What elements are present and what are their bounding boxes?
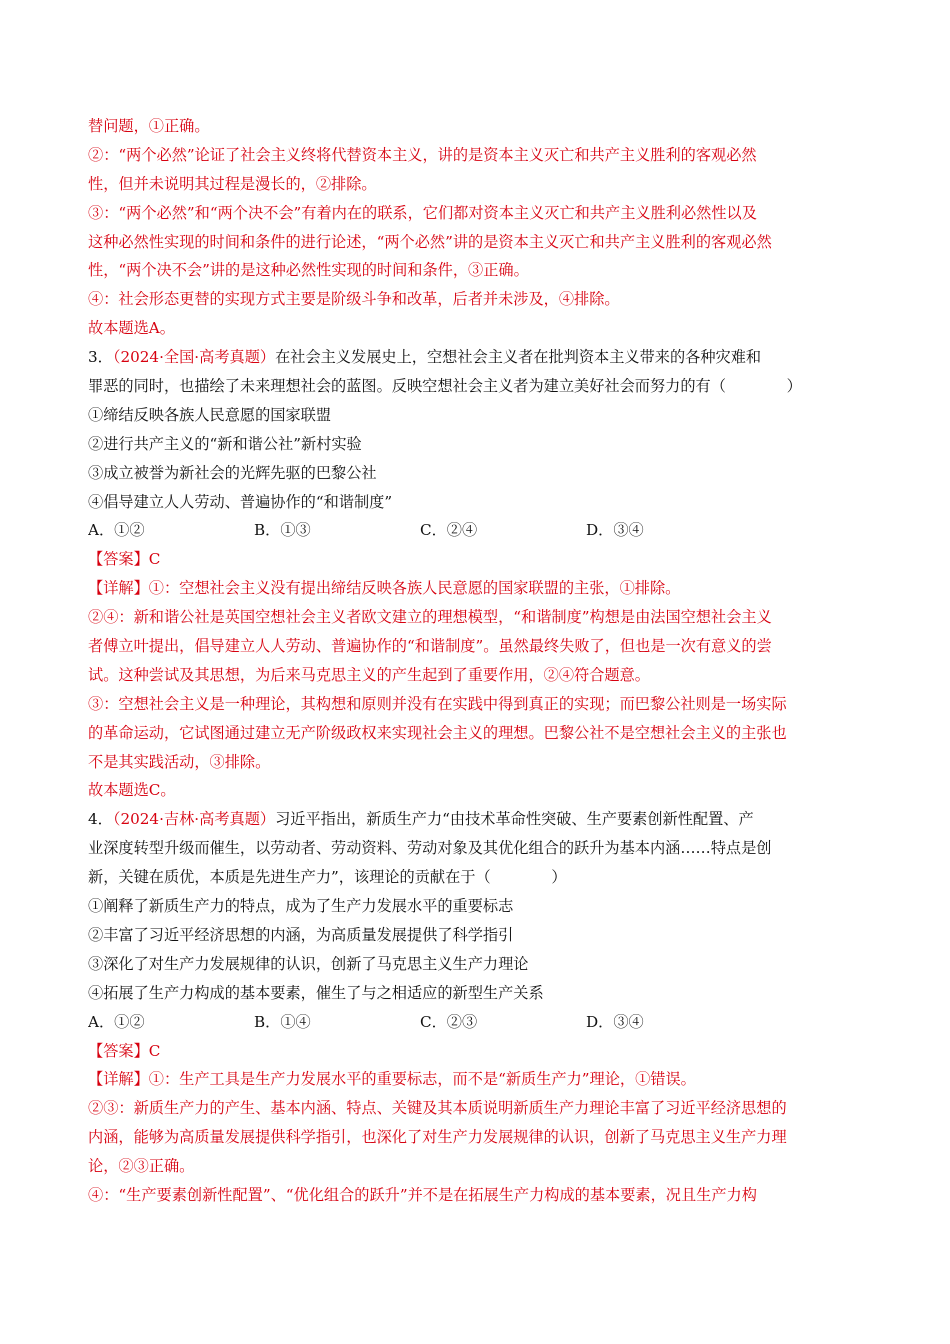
question-stem: [88, 805, 863, 834]
document-page: [88, 112, 863, 1210]
choice-option: A．①②: [88, 1012, 145, 1031]
choice-option: B．①④: [254, 1012, 311, 1031]
answer-line: [88, 1065, 863, 1094]
answer-text: C: [148, 1041, 161, 1060]
explanation-line: 故本题选C。: [88, 781, 176, 800]
choice-option: B．①③: [254, 521, 311, 540]
answer-tag: 【答案】: [88, 1041, 149, 1060]
explanation-line: 故本题选A。: [88, 319, 175, 338]
question-stem: [88, 343, 863, 372]
question-line: 罪恶的同时，也描绘了未来理想社会的蓝图。反映空想社会主义者为建立美好社会而努力的有（ ）: [88, 377, 802, 396]
answer-tag: 【详解】: [88, 579, 149, 598]
choice-option: A．①②: [88, 521, 145, 540]
explanation-line: ③：空想社会主义是一种理论，其构想和原则并没有在实践中得到真正的实现；而巴黎公社则是一场实际: [88, 694, 787, 713]
answer-text: ①：生产工具是生产力发展水平的重要标志，而不是“新质生产力”理论，①错误。: [148, 1070, 696, 1089]
explanation-line: ②③：新质生产力的产生、基本内涵、特点、关键及其本质说明新质生产力理论丰富了习近平经济思想的: [88, 1099, 787, 1118]
explanation-line: ②④：新和谐公社是英国空想社会主义者欧文建立的理想模型，“和谐制度”构想是由法国空想社会主义: [88, 608, 772, 627]
explanation-line: 内涵，能够为高质量发展提供科学指引，也深化了对生产力发展规律的认识，创新了马克思主义生产力理: [88, 1128, 787, 1147]
explanation-line: 的革命运动，它试图通过建立无产阶级政权来实现社会主义的理想。巴黎公社不是空想社会主义的主张也: [88, 723, 787, 742]
choice-option: D．③④: [586, 1012, 644, 1031]
question-source: （2024·吉林·高考真题）: [112, 810, 276, 829]
explanation-line: 不是其实践活动，③排除。: [88, 752, 271, 771]
explanation-line: ④：社会形态更替的实现方式主要是阶级斗争和改革，后者并未涉及，④排除。: [88, 290, 620, 309]
explanation-line: 这种必然性实现的时间和条件的进行论述，“两个必然”讲的是资本主义灭亡和共产主义胜利的客观必然: [88, 232, 772, 251]
explanation-line: ②：“两个必然”论证了社会主义终将代替资本主义，讲的是资本主义灭亡和共产主义胜利的客观必然: [88, 145, 757, 164]
choice-options: [88, 1008, 863, 1037]
explanation-line: ③：“两个必然”和“两个决不会”有着内在的联系，它们都对资本主义灭亡和共产主义胜利必然性以及: [88, 203, 757, 222]
explanation-line: 性，“两个决不会”讲的是这种必然性实现的时间和条件，③正确。: [88, 261, 529, 280]
explanation-line: 试。这种尝试及其思想，为后来马克思主义的产生起到了重要作用，②④符合题意。: [88, 665, 650, 684]
answer-tag: 【答案】: [88, 550, 149, 569]
question-line: ②丰富了习近平经济思想的内涵，为高质量发展提供了科学指引: [88, 925, 514, 944]
question-line: ③成立被誉为新社会的光辉先驱的巴黎公社: [88, 463, 377, 482]
question-line: ①缔结反映各族人民意愿的国家联盟: [88, 405, 331, 424]
explanation-line: ④：“生产要素创新性配置”、“优化组合的跃升”并不是在拓展生产力构成的基本要素，况且生产力构: [88, 1185, 757, 1204]
question-line: ②进行共产主义的“新和谐公社”新村实验: [88, 434, 362, 453]
answer-tag: 【详解】: [88, 1070, 149, 1089]
choice-option: C．②③: [420, 1012, 478, 1031]
answer-text: C: [148, 550, 161, 569]
question-line: ④倡导建立人人劳动、普遍协作的“和谐制度”: [88, 492, 393, 511]
answer-line: [88, 1037, 863, 1066]
question-line: ④拓展了生产力构成的基本要素，催生了与之相适应的新型生产关系: [88, 983, 544, 1002]
question-line: 业深度转型升级而催生，以劳动者、劳动资料、劳动对象及其优化组合的跃升为基本内涵……特点是创: [88, 839, 772, 858]
question-source: （2024·全国·高考真题）: [112, 348, 276, 367]
question-text: 在社会主义发展史上，空想社会主义者在批判资本主义带来的各种灾难和: [275, 348, 762, 367]
question-number: 4．: [88, 810, 113, 829]
question-line: ①阐释了新质生产力的特点，成为了生产力发展水平的重要标志: [88, 897, 514, 916]
answer-line: [88, 574, 863, 603]
explanation-line: 论，②③正确。: [88, 1157, 195, 1176]
answer-line: [88, 545, 863, 574]
answer-text: ①：空想社会主义没有提出缔结反映各族人民意愿的国家联盟的主张，①排除。: [148, 579, 681, 598]
choice-option: D．③④: [586, 521, 644, 540]
question-line: 新，关键在质优，本质是先进生产力”，该理论的贡献在于（ ）: [88, 868, 567, 887]
question-number: 3．: [88, 348, 113, 367]
explanation-line: 替问题，①正确。: [88, 117, 210, 135]
question-text: 习近平指出，新质生产力“由技术革命性突破、生产要素创新性配置、产: [275, 810, 754, 829]
choice-option: C．②④: [420, 521, 478, 540]
explanation-line: 者傅立叶提出，倡导建立人人劳动、普遍协作的“和谐制度”。虽然最终失败了，但也是一次有意义的尝: [88, 637, 772, 656]
choice-options: [88, 516, 863, 545]
question-line: ③深化了对生产力发展规律的认识，创新了马克思主义生产力理论: [88, 954, 529, 973]
explanation-line: 性，但并未说明其过程是漫长的，②排除。: [88, 174, 377, 193]
